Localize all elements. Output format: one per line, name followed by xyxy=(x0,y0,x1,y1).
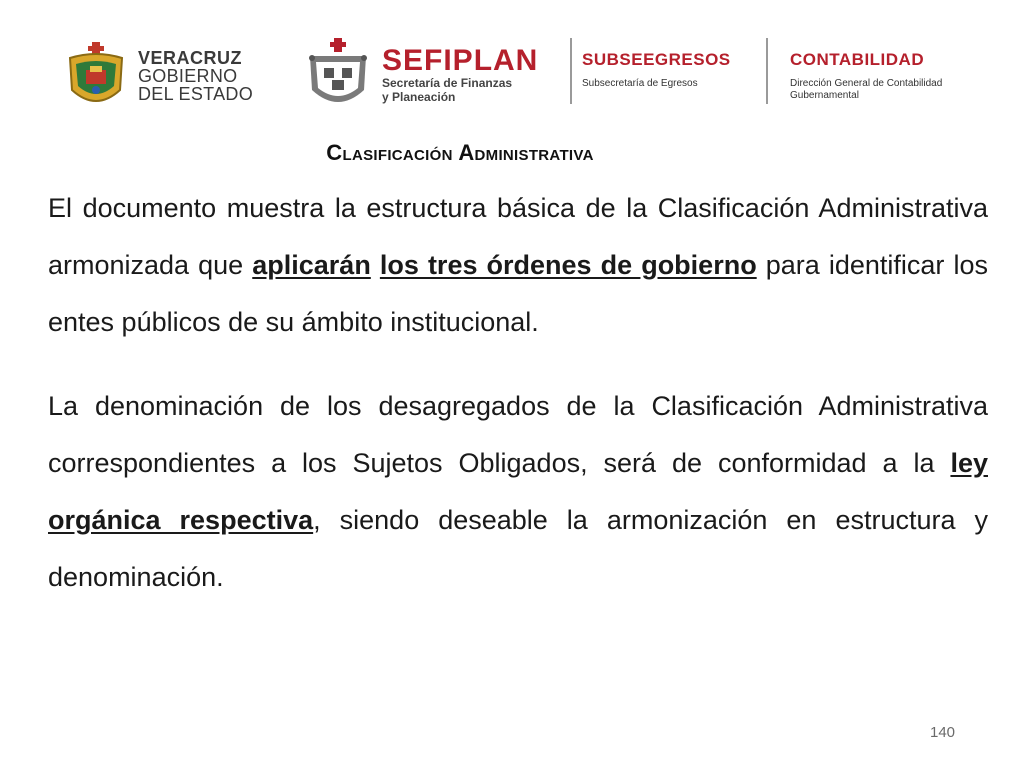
paragraph-2-text: La denominación de los desagregados de la Clasificación Administrativa correspondientes a los Sujetos Obligados, será de conformidad a la xyxy=(48,391,988,478)
emphasis-tres-ordenes: los tres órdenes de gobierno xyxy=(379,250,757,280)
paragraph-2 xyxy=(48,378,988,606)
veracruz-logo xyxy=(64,40,253,112)
header xyxy=(0,0,1024,130)
veracruz-line3: DEL ESTADO xyxy=(138,84,254,104)
subseegresos-logo xyxy=(582,50,731,89)
paragraph-1 xyxy=(48,180,988,351)
header-divider xyxy=(570,38,572,104)
contabilidad-logo xyxy=(790,50,942,102)
contabilidad-title: CONTABILIDAD xyxy=(790,50,925,69)
slide-title: Clasificación Administrativa xyxy=(326,140,594,165)
paragraph-2-text-end: , siendo deseable la armonización en estructura y denominación. xyxy=(48,505,988,592)
emphasis-ley-organica: ley orgánica respectiva xyxy=(48,448,988,535)
sefiplan-line1: Secretaría de Finanzas xyxy=(382,76,513,90)
subseegresos-title: SUBSEEGRESOS xyxy=(582,50,731,69)
sefiplan-name: SEFIPLAN xyxy=(382,44,539,77)
sefiplan-wordmark xyxy=(382,46,538,104)
subseegresos-subtitle: Subsecretaría de Egresos xyxy=(582,78,698,89)
header-divider xyxy=(766,38,768,104)
sefiplan-line2: y Planeación xyxy=(382,90,456,104)
paragraph-1-space xyxy=(371,250,380,280)
veracruz-line1: VERACRUZ xyxy=(138,48,243,68)
contabilidad-subtitle1: Dirección General de Contabilidad xyxy=(790,78,943,89)
veracruz-coat-of-arms-icon xyxy=(64,40,128,112)
sefiplan-emblem-icon xyxy=(302,38,374,112)
contabilidad-subtitle2: Gubernamental xyxy=(790,90,859,101)
paragraph-1-text-end: para identificar los entes públicos de su ámbito institucional. xyxy=(48,250,988,337)
sefiplan-logo xyxy=(302,38,538,112)
page-number: 140 xyxy=(930,724,956,741)
veracruz-line2: GOBIERNO xyxy=(138,66,238,86)
paragraph-1-text: El documento muestra la estructura básica de la Clasificación Administrativa armonizada que xyxy=(48,193,988,280)
veracruz-wordmark xyxy=(138,49,253,103)
emphasis-aplicaran: aplicarán xyxy=(252,250,371,280)
